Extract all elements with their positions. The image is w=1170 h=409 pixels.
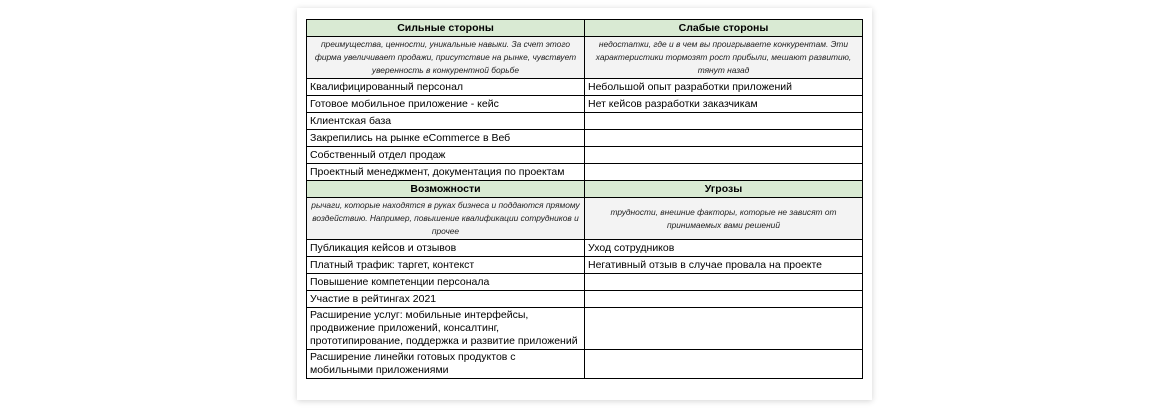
threat-item: [585, 274, 863, 291]
threat-item: Негативный отзыв в случае провала на проекте: [585, 257, 863, 274]
table-row: [307, 164, 863, 181]
strengths-description: преимущества, ценности, уникальные навыки. За счет этого фирма увеличивает продажи, присутствие на рынке, чувствует уверенность в конкурентной борьбе: [307, 37, 585, 79]
opportunity-item: Участие в рейтингах 2021: [307, 291, 585, 308]
opportunity-item: Расширение услуг: мобильные интерфейсы, продвижение приложений, консалтинг, прототипирование, поддержка и развитие приложений: [307, 308, 585, 350]
strength-item: Закрепились на рынке eCommerce в Веб: [307, 130, 585, 147]
threat-item: Уход сотрудников: [585, 240, 863, 257]
table-row: [307, 274, 863, 291]
threat-item: [585, 291, 863, 308]
table-row: [307, 147, 863, 164]
description-row-top: [307, 37, 863, 79]
weakness-item: [585, 113, 863, 130]
strength-item: Квалифицированный персонал: [307, 79, 585, 96]
opportunities-description: рычаги, которые находятся в руках бизнеса и поддаются прямому воздействию. Например, повышение квалификации сотрудников и прочее: [307, 198, 585, 240]
threats-description: трудности, внешние факторы, которые не зависят от принимаемых вами решений: [585, 198, 863, 240]
strength-item: Клиентская база: [307, 113, 585, 130]
threat-item: [585, 350, 863, 379]
strength-item: Собственный отдел продаж: [307, 147, 585, 164]
opportunity-item: Платный трафик: таргет, контекст: [307, 257, 585, 274]
table-row: [307, 350, 863, 379]
strength-item: Готовое мобильное приложение - кейс: [307, 96, 585, 113]
table-row: [307, 291, 863, 308]
weakness-item: [585, 164, 863, 181]
table-row: [307, 113, 863, 130]
weakness-item: Небольшой опыт разработки приложений: [585, 79, 863, 96]
swot-card: [297, 8, 872, 400]
swot-table: [306, 19, 863, 379]
opportunity-item: Повышение компетенции персонала: [307, 274, 585, 291]
table-row: [307, 96, 863, 113]
threat-item: [585, 308, 863, 350]
weakness-item: Нет кейсов разработки заказчикам: [585, 96, 863, 113]
opportunity-item: Расширение линейки готовых продуктов с мобильными приложениями: [307, 350, 585, 379]
table-row: [307, 257, 863, 274]
strengths-title: Сильные стороны: [307, 20, 585, 37]
weakness-item: [585, 147, 863, 164]
header-row-bottom: [307, 181, 863, 198]
weaknesses-title: Слабые стороны: [585, 20, 863, 37]
opportunities-title: Возможности: [307, 181, 585, 198]
table-row: [307, 79, 863, 96]
strength-item: Проектный менеджмент, документация по проектам: [307, 164, 585, 181]
table-row: [307, 308, 863, 350]
description-row-bottom: [307, 198, 863, 240]
weakness-item: [585, 130, 863, 147]
threats-title: Угрозы: [585, 181, 863, 198]
header-row-top: [307, 20, 863, 37]
table-row: [307, 130, 863, 147]
weaknesses-description: недостатки, где и в чем вы проигрываете конкурентам. Эти характеристики тормозят рост прибыли, мешают развитию, тянут назад: [585, 37, 863, 79]
table-row: [307, 240, 863, 257]
opportunity-item: Публикация кейсов и отзывов: [307, 240, 585, 257]
